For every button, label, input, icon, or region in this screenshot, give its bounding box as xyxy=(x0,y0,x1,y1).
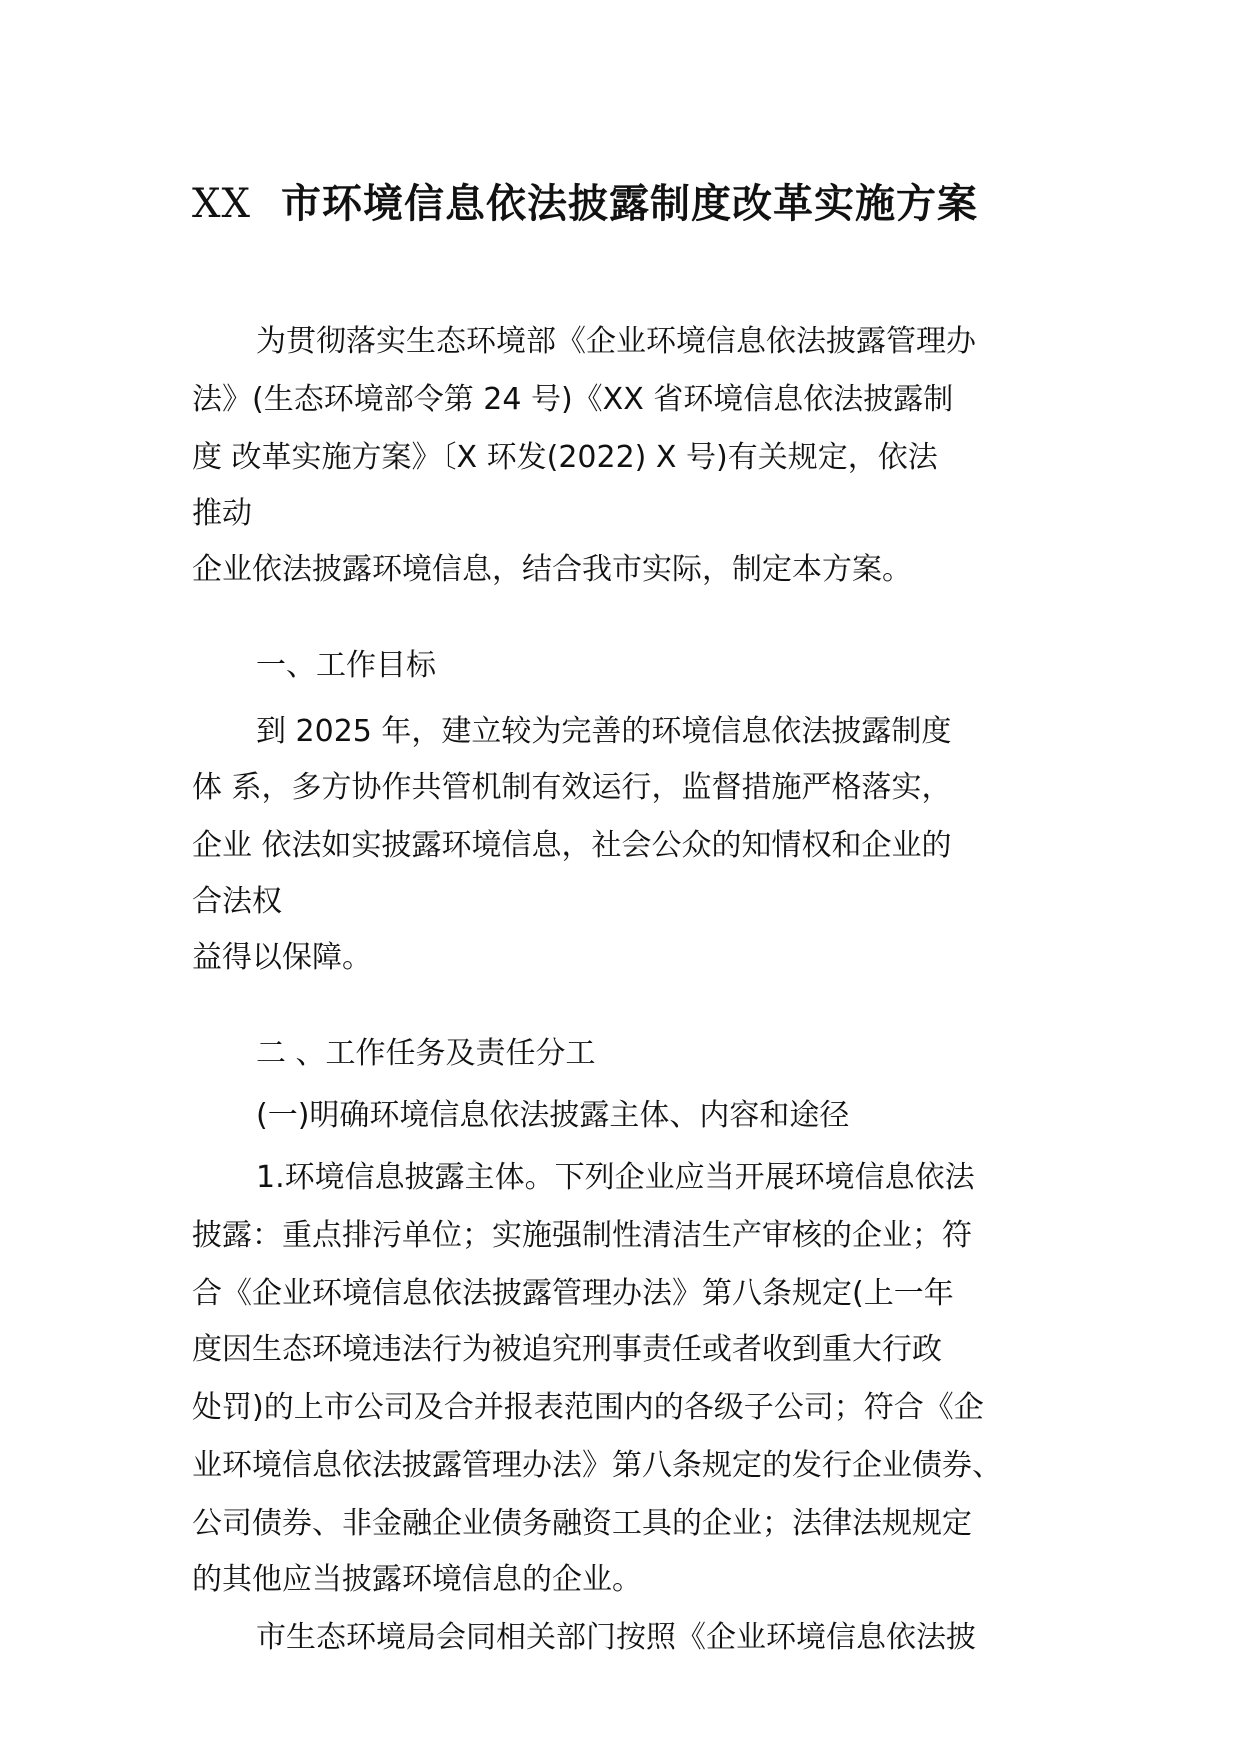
paragraph-line: 法》(生态环境部令第 24 号)《XX 省环境信息依法披露制 xyxy=(192,382,954,417)
subsection-heading: (一)明确环境信息依法披露主体、内容和途径 xyxy=(256,1098,850,1133)
paragraph-line: 度 改革实施方案》〔X 环发(2022) X 号)有关规定，依法 xyxy=(192,440,938,475)
paragraph-line: 推动 xyxy=(192,496,252,531)
section-heading: 一、工作目标 xyxy=(256,648,436,683)
document-title xyxy=(192,176,1072,232)
paragraph-line: 企业 依法如实披露环境信息，社会公众的知情权和企业的 xyxy=(192,828,952,863)
paragraph-line: 体 系，多方协作共管机制有效运行，监督措施严格落实， xyxy=(192,770,952,805)
section-heading: 二 、工作任务及责任分工 xyxy=(256,1036,596,1071)
paragraph-line: 1.环境信息披露主体。下列企业应当开展环境信息依法 xyxy=(256,1160,975,1195)
paragraph-line: 业环境信息依法披露管理办法》第八条规定的发行企业债券、 xyxy=(192,1448,1002,1483)
paragraph-line: 为贯彻落实生态环境部《企业环境信息依法披露管理办 xyxy=(256,324,976,359)
paragraph-line: 合《企业环境信息依法披露管理办法》第八条规定(上一年 xyxy=(192,1276,954,1311)
paragraph-line: 企业依法披露环境信息，结合我市实际，制定本方案。 xyxy=(192,552,912,587)
paragraph-line: 公司债券、非金融企业债务融资工具的企业；法律法规规定 xyxy=(192,1506,972,1541)
paragraph-line: 益得以保障。 xyxy=(192,940,372,975)
paragraph-line: 度因生态环境违法行为被追究刑事责任或者收到重大行政 xyxy=(192,1332,942,1367)
paragraph-line: 市生态环境局会同相关部门按照《企业环境信息依法披 xyxy=(256,1620,976,1655)
paragraph-line: 合法权 xyxy=(192,884,282,919)
paragraph-line: 到 2025 年，建立较为完善的环境信息依法披露制度 xyxy=(256,714,952,749)
paragraph-line: 的其他应当披露环境信息的企业。 xyxy=(192,1562,642,1597)
title-prefix: XX xyxy=(192,181,251,227)
paragraph-line: 披露：重点排污单位；实施强制性清洁生产审核的企业；符 xyxy=(192,1218,972,1253)
title-main: 市环境信息依法披露制度改革实施方案 xyxy=(280,181,978,227)
paragraph-line: 处罚)的上市公司及合并报表范围内的各级子公司；符合《企 xyxy=(192,1390,984,1425)
